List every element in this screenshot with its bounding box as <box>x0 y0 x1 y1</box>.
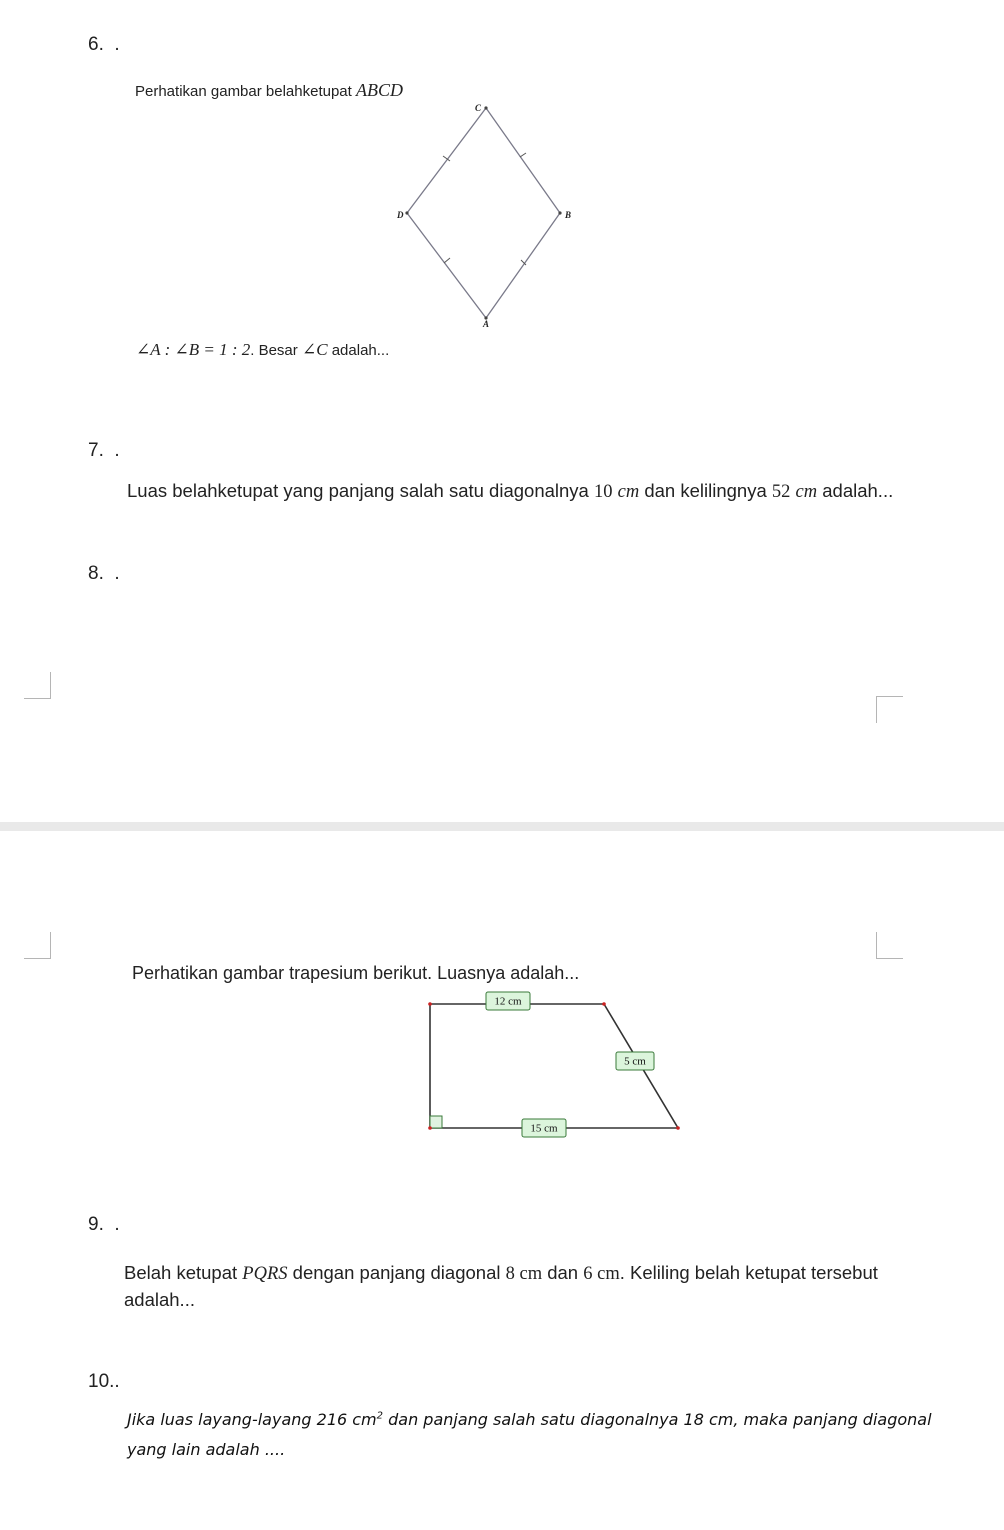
vertex-label-d: D <box>397 210 404 220</box>
page-corner-mark <box>24 932 51 959</box>
rhombus-figure <box>380 100 590 335</box>
question-6-intro: Perhatikan gambar belahketupat ABCD <box>135 80 403 100</box>
rhombus-tick-marks <box>443 153 526 265</box>
question-10-line-1: Jika luas layang-layang 216 $cm^2$ dan panjang salah satu diagonalnya 18 cm, maka panjang diagonal <box>127 1410 932 1429</box>
trapezoid-figure <box>420 988 690 1138</box>
page-corner-mark <box>876 696 903 723</box>
rhombus-vertex-dots <box>405 106 561 319</box>
question-9-number: 9. . <box>88 1214 120 1235</box>
label-top-text: 12 cm <box>494 995 522 1008</box>
label-side <box>616 1052 654 1070</box>
label-bottom-text: 15 cm <box>530 1122 558 1135</box>
label-bottom <box>522 1119 566 1137</box>
question-9-line-1: Belah ketupat PQRS dengan panjang diagonal 8 cm dan 6 cm. Keliling belah ketupat tersebut <box>124 1262 878 1284</box>
question-10-number: 10.. <box>88 1371 120 1392</box>
page-corner-mark <box>876 932 903 959</box>
vertex-label-c: C <box>475 103 482 113</box>
question-7-text: Luas belahketupat yang panjang salah satu diagonalnya 10 cm dan kelilingnya 52 cm adalah... <box>127 480 894 502</box>
page-break <box>0 822 1004 831</box>
question-8-number: 8. . <box>88 563 120 584</box>
page-corner-mark <box>24 672 51 699</box>
vertex-label-b: B <box>565 210 572 220</box>
question-6-number: 6. . <box>88 34 120 55</box>
question-10-line-2: yang lain adalah .... <box>127 1440 286 1459</box>
vertex-label-a: A <box>483 319 490 329</box>
question-9-line-2: adalah... <box>124 1289 195 1310</box>
right-angle-marker <box>430 1116 442 1128</box>
label-side-text: 5 cm <box>624 1055 646 1068</box>
question-8-text: Perhatikan gambar trapesium berikut. Luasnya adalah... <box>132 963 580 983</box>
rhombus-outline <box>407 108 560 318</box>
label-top <box>486 992 530 1010</box>
question-6-ratio: ∠A : ∠B = 1 : 2. Besar ∠C adalah... <box>136 340 390 359</box>
question-7-number: 7. . <box>88 440 120 461</box>
